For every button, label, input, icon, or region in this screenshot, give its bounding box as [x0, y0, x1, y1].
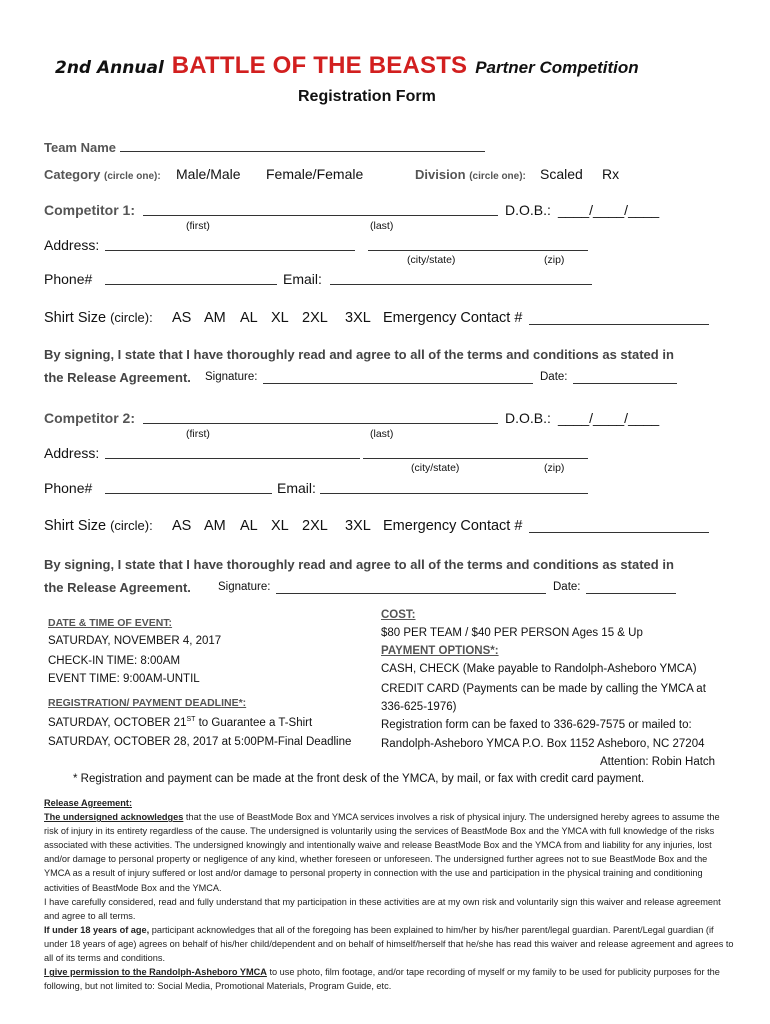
competitor-1-city-field[interactable] [368, 238, 588, 251]
competitor-1-date-field[interactable] [573, 371, 677, 384]
shirt-size-label: Shirt Size [44, 310, 107, 326]
shirt-option-3xl[interactable]: 3XL [345, 310, 371, 326]
competitor-2-city-hint: (city/state) [411, 462, 460, 474]
competitor-1-last-hint: (last) [370, 220, 394, 232]
event-time: EVENT TIME: 9:00AM-UNTIL [48, 673, 200, 685]
competitor-1-dob-label: D.O.B.: [505, 202, 551, 218]
release-p3-lead: If under 18 years of age, [44, 924, 150, 935]
category-option-male[interactable]: Male/Male [176, 166, 241, 182]
form-title [55, 52, 639, 80]
competitor-2-date-label: Date: [553, 581, 581, 593]
competitor-1-first-hint: (first) [186, 220, 210, 232]
shirt-option-2xl[interactable]: 2XL [302, 518, 328, 534]
competitor-1-agree-line1: By signing, I state that I have thoroughly read and agree to all of the terms and conditions as stated in [44, 347, 674, 362]
footnote: * Registration and payment can be made at the front desk of the YMCA, by mail, or fax with credit card payment. [73, 773, 645, 785]
competitor-2-signature-field[interactable] [276, 581, 546, 594]
competitor-1-label: Competitor 1: [44, 202, 135, 218]
competitor-2-shirt-row [44, 518, 153, 534]
competitor-2-email-label: Email: [277, 480, 316, 496]
release-paragraph-2: I have carefully considered, read and fully understand that my participation in these activities are at my own risk and voluntarily sign this waiver and release agreement and agree to all terms. [44, 896, 721, 921]
competitor-1-email-field[interactable] [330, 272, 592, 285]
category-option-female[interactable]: Female/Female [266, 166, 364, 182]
division-label: Division [415, 167, 466, 182]
category-label-group [44, 167, 161, 182]
competitor-2-first-hint: (first) [186, 428, 210, 440]
payment-fax-line2: Randolph-Asheboro YMCA P.O. Box 1152 Asheboro, NC 27204 [381, 738, 705, 750]
event-heading: DATE & TIME OF EVENT: [48, 617, 173, 629]
competitor-2-phone-field[interactable] [105, 481, 272, 494]
event-title: BATTLE OF THE BEASTS [171, 52, 468, 79]
form-subtitle: Registration Form [298, 88, 436, 105]
competitor-1-emergency-field[interactable] [529, 312, 709, 325]
event-checkin: CHECK-IN TIME: 8:00AM [48, 655, 181, 667]
shirt-option-3xl[interactable]: 3XL [345, 518, 371, 534]
division-option-scaled[interactable]: Scaled [540, 166, 583, 182]
shirt-option-am[interactable]: AM [204, 310, 226, 326]
division-label-group [415, 167, 526, 182]
deadline-heading: REGISTRATION/ PAYMENT DEADLINE*: [48, 697, 247, 709]
competitor-2-signature-label: Signature: [218, 581, 271, 593]
competitor-1-shirt-row [44, 310, 153, 326]
competitor-2-agree-line1: By signing, I state that I have thoroughly read and agree to all of the terms and conditions as stated in [44, 557, 674, 572]
competitor-1-dob-field[interactable]: ____/____/____ [558, 202, 660, 218]
release-p4-lead: I give permission to the Randolph-Asheboro YMCA [44, 967, 267, 978]
category-label: Category [44, 167, 101, 182]
shirt-option-as[interactable]: AS [172, 310, 192, 326]
payment-attention: Attention: Robin Hatch [600, 756, 716, 768]
deadline-1-note: to Guarantee a T-Shirt [195, 716, 313, 729]
competitor-1-city-hint: (city/state) [407, 254, 456, 266]
title-prefix: 2nd Annual [55, 58, 164, 78]
shirt-circle-hint: (circle): [110, 310, 153, 325]
title-suffix: Partner Competition [475, 58, 639, 77]
competitor-2-email-field[interactable] [320, 481, 588, 494]
team-name-label: Team Name [44, 140, 117, 155]
shirt-option-as[interactable]: AS [172, 518, 192, 534]
payment-cash: CASH, CHECK (Make payable to Randolph-Asheboro YMCA) [381, 663, 697, 675]
competitor-2-name-field[interactable] [143, 411, 498, 424]
competitor-1-phone-field[interactable] [105, 272, 277, 285]
shirt-option-2xl[interactable]: 2XL [302, 310, 328, 326]
payment-fax-line1: Registration form can be faxed to 336-629-7575 or mailed to: [381, 719, 692, 731]
competitor-2-phone-label: Phone# [44, 480, 93, 496]
competitor-2-address-label: Address: [44, 445, 100, 461]
cost-heading: COST: [381, 609, 416, 621]
shirt-option-xl[interactable]: XL [271, 310, 289, 326]
competitor-2-date-field[interactable] [586, 581, 676, 594]
competitor-2-agree-line2: the Release Agreement. [44, 580, 191, 595]
competitor-1-signature-field[interactable] [263, 371, 533, 384]
competitor-2-label: Competitor 2: [44, 410, 135, 426]
competitor-2-city-field[interactable] [363, 446, 588, 459]
competitor-1-date-label: Date: [540, 371, 568, 383]
shirt-option-al[interactable]: AL [240, 518, 258, 534]
competitor-1-agree-line2: the Release Agreement. [44, 370, 191, 385]
release-paragraph-3 [44, 923, 734, 965]
competitor-2-zip-hint: (zip) [544, 462, 565, 474]
deadline-2: SATURDAY, OCTOBER 28, 2017 at 5:00PM-Final Deadline [48, 736, 352, 748]
competitor-1-name-field[interactable] [143, 203, 498, 216]
shirt-circle-hint: (circle): [110, 518, 153, 533]
division-option-rx[interactable]: Rx [602, 166, 620, 182]
competitor-1-phone-label: Phone# [44, 271, 93, 287]
payment-credit-line1: CREDIT CARD (Payments can be made by calling the YMCA at [381, 683, 706, 695]
shirt-option-xl[interactable]: XL [271, 518, 289, 534]
category-circle-hint: (circle one): [103, 171, 161, 182]
competitor-2-last-hint: (last) [370, 428, 394, 440]
cost-price: $80 PER TEAM / $40 PER PERSON Ages 15 & Up [381, 627, 643, 639]
release-p3-text: participant acknowledges that all of the foregoing has been explained to him/her by his/her parent/legal guardian. Parent/Legal guardian (if under 18 years of age) agrees on behalf of his/her child/dependent and on behalf of himself/herself that he/she has read this waiver and release agreement and agrees to all of its terms and conditions. [44, 924, 734, 964]
competitor-1-email-label: Email: [283, 271, 322, 287]
shirt-size-label: Shirt Size [44, 518, 107, 534]
competitor-2-dob-field[interactable]: ____/____/____ [558, 410, 660, 426]
release-agreement [44, 796, 734, 993]
competitor-2-address-field[interactable] [105, 446, 360, 459]
competitor-1-emergency-label: Emergency Contact # [383, 310, 523, 326]
payment-credit-line2: 336-625-1976) [381, 701, 457, 713]
competitor-2-emergency-field[interactable] [529, 520, 709, 533]
payment-heading: PAYMENT OPTIONS*: [381, 645, 499, 657]
competitor-2-dob-label: D.O.B.: [505, 410, 551, 426]
release-p1-text: that the use of BeastMode Box and YMCA services involves a risk of physical injury. The undersigned hereby agrees to assume the risk of injury in its entirety regardless of the cause. The undersigned is voluntarily using the services of BeastMode Box and the YMCA with full knowledge of the risks associated with these activities. The undersigned knowingly and intentionally waive and release BeastMode Box and the YMCA from and liability for any injuries, lost and/or damage to personal property or negligence of any kind, whether foreseen or unforeseen. The undersigned further agrees not to sue BeastMode Box and the YMCA as a result of injury suffered or lost and/or damage to personal property in connection with the use and participation in the physical training and conditioning activities of BeastMode Box and the YMCA. [44, 812, 720, 893]
team-name-row [44, 139, 485, 155]
team-name-field[interactable] [120, 139, 485, 152]
deadline-1 [48, 716, 312, 729]
deadline-1-sup: ST [186, 716, 196, 723]
release-p1-lead: The undersigned acknowledges [44, 812, 184, 823]
competitor-1-address-label: Address: [44, 237, 100, 253]
event-date: SATURDAY, NOVEMBER 4, 2017 [48, 635, 222, 647]
shirt-option-am[interactable]: AM [204, 518, 226, 534]
release-paragraph-4 [44, 965, 734, 993]
release-paragraph-1 [44, 810, 734, 895]
competitor-1-address-field[interactable] [105, 238, 355, 251]
competitor-1-signature-label: Signature: [205, 371, 258, 383]
competitor-1-zip-hint: (zip) [544, 254, 565, 266]
division-circle-hint: (circle one): [469, 171, 526, 182]
deadline-1-date: SATURDAY, OCTOBER 21 [48, 716, 187, 729]
shirt-option-al[interactable]: AL [240, 310, 258, 326]
release-heading: Release Agreement: [44, 798, 132, 808]
release-p4-text: to use photo, film footage, and/or tape recording of myself or my family to be used for publicity purposes for the following, but not limited to: Social Media, Promotional Materials, Program Guide, etc. [44, 967, 720, 992]
competitor-2-emergency-label: Emergency Contact # [383, 518, 523, 534]
